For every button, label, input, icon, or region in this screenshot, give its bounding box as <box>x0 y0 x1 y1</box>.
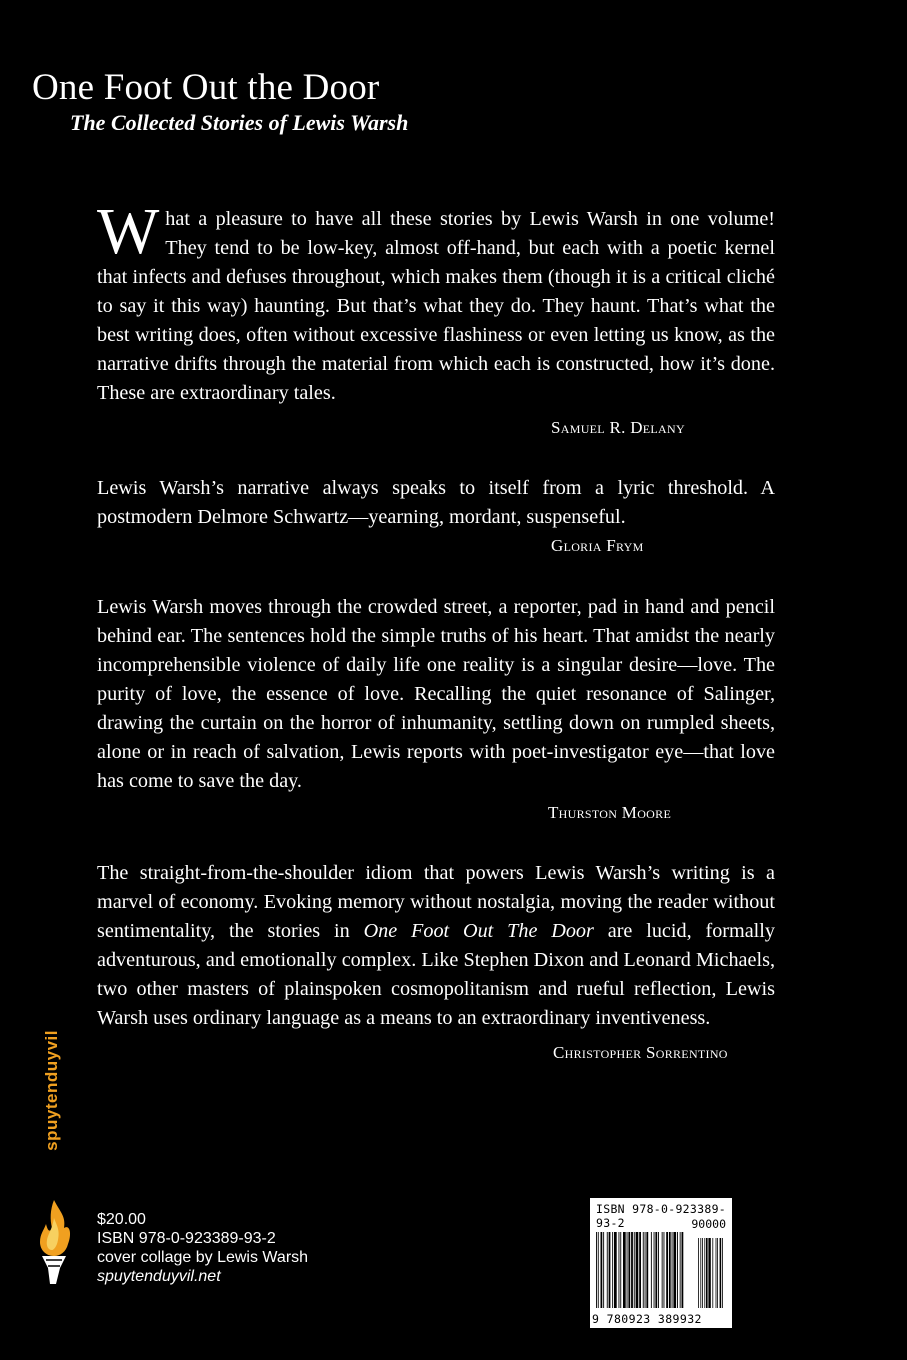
barcode-addon-bar <box>702 1238 703 1308</box>
attribution-frym: Gloria Frym <box>551 536 644 555</box>
barcode-addon-bar <box>700 1238 701 1308</box>
barcode-bar <box>598 1232 599 1308</box>
barcode-bar <box>636 1232 639 1308</box>
blurb-delany <box>97 195 775 408</box>
barcode-bar <box>673 1232 676 1308</box>
barcode <box>590 1198 732 1328</box>
barcode-bar <box>658 1232 659 1308</box>
attribution-delany: Samuel R. Delany <box>551 418 685 437</box>
barcode-addon-bar <box>716 1238 717 1308</box>
barcode-bar <box>654 1232 655 1308</box>
barcode-isbn-label: ISBN 978-0-923389-93-2 <box>596 1202 727 1230</box>
barcode-bar <box>666 1232 668 1308</box>
barcode-bar <box>680 1232 681 1308</box>
blurb-text: hat a pleasure to have all these stories by Lewis Warsh in one volume! They tend to be low-key, almost off-hand, but each with a poetic kernel that infects and defuses throughout, which makes them (though it is a critical cliché to say it this way) haunting. But that’s what they do. They haunt. That’s what the best writing does, often without excessive flashiness or even letting us know, as the narrative drifts through the material from which each is constructed, how it’s done. These are extraordinary tales. <box>97 208 775 404</box>
price: $20.00 <box>97 1211 146 1228</box>
barcode-bar <box>623 1232 626 1308</box>
barcode-bar <box>651 1232 652 1308</box>
barcode-addon-bar <box>698 1238 699 1308</box>
barcode-bar <box>672 1232 673 1308</box>
barcode-bar <box>643 1232 644 1308</box>
barcode-bar <box>601 1232 603 1308</box>
barcode-bar <box>682 1232 684 1308</box>
book-subtitle: The Collected Stories of Lewis Warsh <box>70 110 409 135</box>
blurb-sorrentino <box>97 859 775 1033</box>
book-title: One Foot Out the Door <box>32 67 380 108</box>
barcode-bar <box>619 1232 620 1308</box>
barcode-addon-bar <box>708 1238 710 1308</box>
barcode-bar <box>609 1232 611 1308</box>
barcode-addon-bar <box>704 1238 705 1308</box>
blurb-frym <box>97 474 775 532</box>
publisher-url[interactable]: spuytenduyvil.net <box>97 1268 221 1285</box>
barcode-addon-bar <box>720 1238 722 1308</box>
barcode-bar <box>614 1232 617 1308</box>
barcode-bar <box>639 1232 641 1308</box>
blurb-text: Lewis Warsh moves through the crowded street, a reporter, pad in hand and pencil behind ear. The sentences hold the simple truths of his heart. That amidst the nearly incomprehensible violence of daily life one reality is a singular desire—love. The purity of love, the essence of love. Recalling the quiet resonance of Salinger, drawing the curtain on the horror of inhumanity, settling down on rumpled sheets, alone or in reach of salvation, Lewis reports with poet-investigator eye—that love has come to save the day. <box>97 596 775 792</box>
blurb-text: Lewis Warsh’s narrative always speaks to itself from a lyric threshold. A postmodern Delmore Schwartz—yearning, mordant, suspenseful. <box>97 477 775 528</box>
barcode-bar <box>646 1232 648 1308</box>
barcode-addon-bar <box>706 1238 708 1308</box>
barcode-bar <box>669 1232 671 1308</box>
barcode-bar <box>596 1232 597 1308</box>
blurb-text-before: The straight-from-the-shoulder idiom that powers Lewis Warsh’s writing is a marvel of economy. Evoking memory without nostalgia, moving the reader without sentimentality, the stories in <box>97 862 775 942</box>
drop-cap: W <box>97 195 160 268</box>
barcode-bar <box>634 1232 635 1308</box>
barcode-bar <box>677 1232 678 1308</box>
blurb-moore <box>97 593 775 796</box>
isbn-text: ISBN 978-0-923389-93-2 <box>97 1230 276 1247</box>
blurb-book-title: One Foot Out The Door <box>363 920 594 942</box>
barcode-bar <box>628 1232 630 1308</box>
barcode-bars <box>596 1232 726 1308</box>
barcode-addon-bar <box>722 1238 723 1308</box>
barcode-ean-number: 9 780923 389932 <box>592 1312 702 1326</box>
attribution-moore: Thurston Moore <box>548 803 672 822</box>
cover-credit: cover collage by Lewis Warsh <box>97 1249 309 1266</box>
attribution-sorrentino: Christopher Sorrentino <box>553 1043 728 1062</box>
barcode-addon-bar <box>717 1238 718 1308</box>
barcode-bar <box>664 1232 665 1308</box>
barcode-bar <box>612 1232 613 1308</box>
barcode-addon-bar <box>712 1238 713 1308</box>
publisher-logo-text: spuytenduyvil <box>42 1030 61 1151</box>
blurb-text-after: are lucid, formally adventurous, and emotionally complex. Like Stephen Dixon and Leonard Michaels, two other masters of plainspoken cosmopolitanism and rueful reflection, Lewis Warsh uses ordinary language as a means to an extraordinary inventiveness. <box>97 920 775 1029</box>
barcode-bar <box>655 1232 657 1308</box>
barcode-addon-number: 90000 <box>691 1217 726 1231</box>
barcode-bar <box>645 1232 646 1308</box>
barcode-bar <box>631 1232 633 1308</box>
publisher-info <box>97 1210 308 1286</box>
barcode-bar <box>627 1232 628 1308</box>
barcode-bar <box>603 1232 604 1308</box>
barcode-bar <box>620 1232 621 1308</box>
flame-hand-icon <box>32 1198 76 1288</box>
barcode-bar <box>607 1232 608 1308</box>
barcode-bar <box>662 1232 663 1308</box>
